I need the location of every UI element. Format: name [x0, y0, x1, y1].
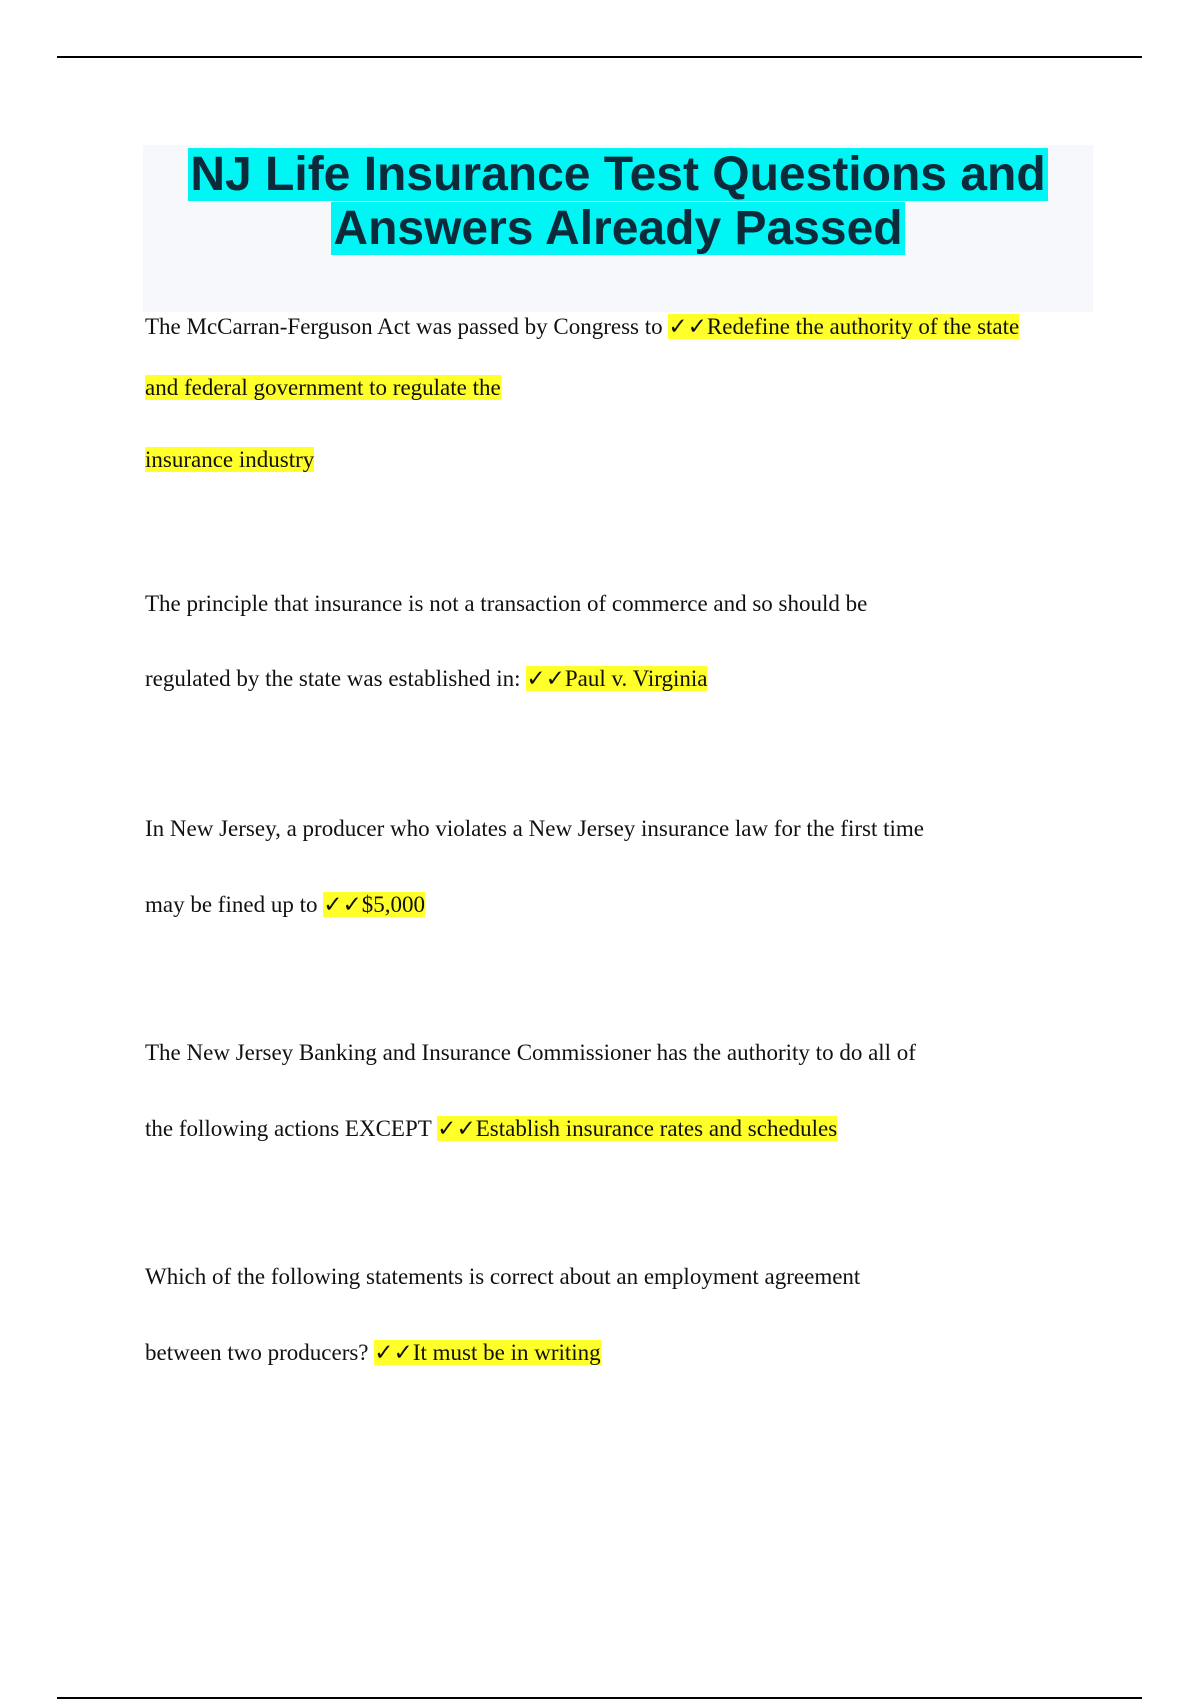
answer-4: ✓✓Establish insurance rates and schedules [437, 1116, 838, 1141]
question-2-line-1: The principle that insurance is not a transaction of commerce and so should be [145, 591, 868, 616]
question-1-line-1 [145, 314, 1019, 340]
question-5-text: between two producers? [145, 1340, 375, 1365]
answer-1-line-3: insurance industry [145, 447, 315, 472]
question-3-line-2 [145, 892, 425, 918]
title-line-2: Answers Already Passed [333, 202, 903, 255]
answer-2: ✓✓Paul v. Virginia [526, 666, 708, 691]
question-4-line-1: The New Jersey Banking and Insurance Commissioner has the authority to do all of [145, 1040, 916, 1065]
question-3-line-1: In New Jersey, a producer who violates a New Jersey insurance law for the first time [145, 816, 924, 841]
question-1-text: The McCarran-Ferguson Act was passed by Congress to [145, 314, 669, 339]
question-4-line-2 [145, 1116, 837, 1142]
answer-5: ✓✓It must be in writing [374, 1340, 601, 1365]
question-5-line-2 [145, 1340, 601, 1366]
answer-1-line-1: ✓✓Redefine the authority of the state [668, 314, 1020, 339]
document-title [143, 148, 1093, 256]
answer-1-line-3-row [145, 447, 314, 473]
answer-3: ✓✓$5,000 [323, 892, 426, 917]
question-5-line-1: Which of the following statements is correct about an employment agreement [145, 1264, 861, 1289]
question-2-text: regulated by the state was established in: [145, 666, 527, 691]
top-rule [57, 56, 1142, 58]
answer-1-line-2-row [145, 375, 501, 401]
answer-1-line-2: and federal government to regulate the [145, 375, 501, 400]
question-4-text: the following actions EXCEPT [145, 1116, 438, 1141]
question-2-line-2 [145, 666, 707, 692]
question-3-text: may be fined up to [145, 892, 324, 917]
bottom-rule [57, 1697, 1142, 1699]
title-line-1: NJ Life Insurance Test Questions and [190, 148, 1046, 201]
title-block [143, 145, 1093, 312]
